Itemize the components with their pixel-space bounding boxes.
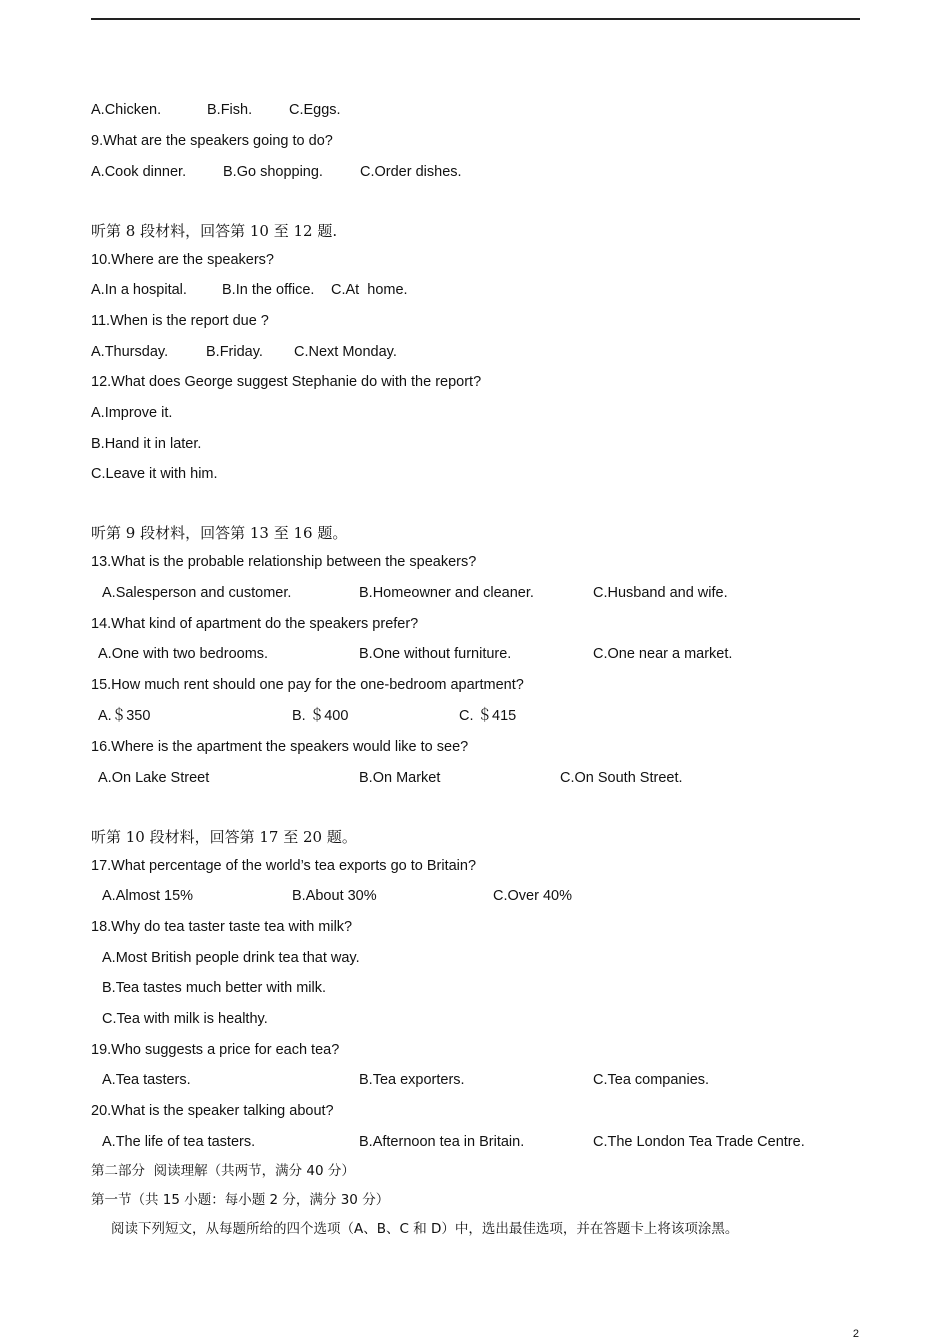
header-rule: [91, 18, 860, 20]
q17-option-a: A.Almost 15%: [102, 888, 194, 904]
part2-heading: 第二部分 阅读理解（共两节，满分 40 分）: [91, 1163, 355, 1179]
section8-heading: 听第 8 段材料，回答第 10 至 12 题.: [91, 222, 338, 240]
q19-question: 19.Who suggests a price for each tea?: [91, 1042, 340, 1058]
q13-option-a: A.Salesperson and customer.: [102, 585, 292, 601]
section10-heading: 听第 10 段材料，回答第 17 至 20 题。: [91, 828, 357, 846]
q15-option-c: C. ＄415: [459, 708, 517, 724]
q16-option-b: B.On Market: [359, 770, 441, 786]
q12-option-b: B.Hand it in later.: [91, 436, 202, 452]
q11-option-c: C.Next Monday.: [294, 344, 397, 360]
q13-option-c: C.Husband and wife.: [593, 585, 728, 601]
q18-option-c: C.Tea with milk is healthy.: [102, 1011, 268, 1027]
q8-option-c: C.Eggs.: [289, 102, 341, 118]
q20-question: 20.What is the speaker talking about?: [91, 1103, 334, 1119]
q15-option-a: A.＄350: [98, 708, 151, 724]
q8-option-b: B.Fish.: [207, 102, 253, 118]
page-number: 2: [852, 1328, 859, 1340]
part2-instruction: 阅读下列短文，从每题所给的四个选项（A、B、C 和 D）中，选出最佳选项，并在答题卡上将该项涂黑。: [111, 1221, 739, 1237]
q20-option-b: B.Afternoon tea in Britain.: [359, 1134, 525, 1150]
q12-option-a: A.Improve it.: [91, 405, 173, 421]
q14-option-c: C.One near a market.: [593, 646, 733, 662]
q10-option-a: A.In a hospital.: [91, 282, 187, 298]
q18-question: 18.Why do tea taster taste tea with milk?: [91, 919, 353, 935]
q17-option-b: B.About 30%: [292, 888, 377, 904]
q10-question: 10.Where are the speakers?: [91, 252, 274, 268]
q8-option-a: A.Chicken.: [91, 102, 162, 118]
section9-heading: 听第 9 段材料，回答第 13 至 16 题。: [91, 524, 348, 542]
q13-question: 13.What is the probable relationship between the speakers?: [91, 554, 477, 570]
q16-option-a: A.On Lake Street: [98, 770, 210, 786]
q10-option-c: C.At home.: [331, 282, 408, 298]
part2-section1-heading: 第一节（共 15 小题：每小题 2 分，满分 30 分）: [91, 1192, 390, 1208]
q9-option-c: C.Order dishes.: [360, 164, 462, 180]
q15-question: 15.How much rent should one pay for the one-bedroom apartment?: [91, 677, 524, 693]
q14-option-a: A.One with two bedrooms.: [98, 646, 269, 662]
q19-option-b: B.Tea exporters.: [359, 1072, 465, 1088]
q17-question: 17.What percentage of the world’s tea exports go to Britain?: [91, 858, 477, 874]
q12-option-c: C.Leave it with him.: [91, 466, 218, 482]
q19-option-c: C.Tea companies.: [593, 1072, 710, 1088]
q12-question: 12.What does George suggest Stephanie do with the report?: [91, 374, 482, 390]
q20-option-c: C.The London Tea Trade Centre.: [593, 1134, 805, 1150]
q9-question: 9.What are the speakers going to do?: [91, 133, 333, 149]
q18-option-a: A.Most British people drink tea that way.: [102, 950, 360, 966]
q9-option-a: A.Cook dinner.: [91, 164, 187, 180]
q14-option-b: B.One without furniture.: [359, 646, 512, 662]
q13-option-b: B.Homeowner and cleaner.: [359, 585, 534, 601]
q9-option-b: B.Go shopping.: [223, 164, 323, 180]
q15-option-b: B. ＄400: [292, 708, 349, 724]
q11-option-a: A.Thursday.: [91, 344, 169, 360]
q20-option-a: A.The life of tea tasters.: [102, 1134, 256, 1150]
q11-option-b: B.Friday.: [206, 344, 263, 360]
q19-option-a: A.Tea tasters.: [102, 1072, 191, 1088]
q16-option-c: C.On South Street.: [560, 770, 683, 786]
q10-option-b: B.In the office.: [222, 282, 315, 298]
q17-option-c: C.Over 40%: [493, 888, 572, 904]
q14-question: 14.What kind of apartment do the speakers prefer?: [91, 616, 419, 632]
q16-question: 16.Where is the apartment the speakers would like to see?: [91, 739, 469, 755]
q11-question: 11.When is the report due ?: [91, 313, 269, 329]
q18-option-b: B.Tea tastes much better with milk.: [102, 980, 327, 996]
